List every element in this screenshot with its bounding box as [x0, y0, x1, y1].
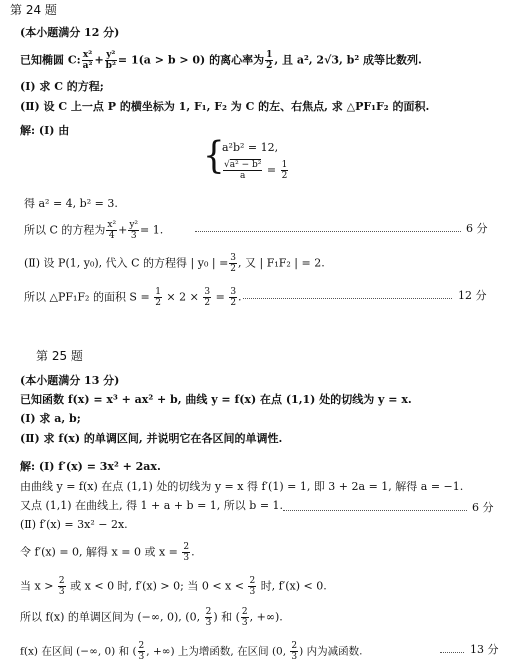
dot-leader — [440, 652, 464, 653]
q24-equation-line: 所以 C 的方程为 $\frac{\text{x²}}{4}$ + $\frac{\text{y²}}{3}$ = 1. — [24, 220, 164, 241]
q25-s6: 当 x > $\frac{2}{3}$ 或 x < 0 时, f′(x) > 0; 当 0 < x < $\frac{2}{3}$ 时, f′(x) < 0. — [20, 576, 327, 597]
q25-s8: f(x) 在区间 (−∞, 0) 和 ( $\frac{2}{3}$ , +∞) 上为增函数, 在区间 (0, $\frac{2}{3}$ ) 内为减函数. — [20, 641, 363, 662]
q24-part1: (Ⅰ) 求 C 的方程; — [20, 80, 104, 93]
dot-leader — [195, 231, 461, 232]
q25-s2: 由曲线 y = f(x) 在点 (1,1) 处的切线为 y = x 得 f′(1) = 1, 即 3 + 2a = 1, 解得 a = −1. — [20, 480, 464, 493]
dot-leader — [243, 298, 452, 299]
q25-part1: (Ⅰ) 求 a, b; — [20, 412, 81, 425]
q24-title: 第 24 题 — [10, 3, 57, 17]
q24-score: (本小题满分 12 分) — [20, 26, 120, 39]
score-6-q25: 6 分 — [472, 501, 494, 514]
q25-title: 第 25 题 — [36, 349, 83, 363]
q25-s5: 令 f′(x) = 0, 解得 x = 0 或 x = $\frac{2}{3}$ . — [20, 542, 195, 563]
frac-y2-b2: $\frac{\text{y²}}{\text{b²}}$ — [105, 50, 116, 71]
system-brace: { — [203, 134, 225, 178]
q24-stem: 已知椭圆 C: $\frac{\text{x²}}{\text{a²}}$ + $\frac{\text{y²}}{\text{b²}}$ = 1(a > b > 0) 的离心率为 $\frac{1}{2}$ , 且 a², 2√3, b² 成等比数列. — [20, 50, 422, 71]
q24-part2-sol: (Ⅱ) 设 P(1, y₀), 代入 C 的方程得 | y₀ | = $\frac{3}{2}$ , 又 | F₁F₂ | = 2. — [24, 253, 325, 274]
dot-leader — [283, 510, 467, 511]
q25-s7: 所以 f(x) 的单调区间为 (−∞, 0), (0, $\frac{2}{3}$ ) 和 ( $\frac{2}{3}$ , +∞). — [20, 607, 283, 628]
system-eq1: a²b² = 12, — [222, 141, 279, 154]
q24-solution-intro: 解: (Ⅰ) 由 — [20, 124, 70, 137]
frac-x2-a2: $\frac{\text{x²}}{\text{a²}}$ — [82, 50, 93, 71]
q24-area-line: 所以 △PF₁F₂ 的面积 S = $\frac{1}{2}$ × 2 × $\frac{3}{2}$ = $\frac{3}{2}$ . — [24, 287, 242, 308]
q24-result1: 得 a² = 4, b² = 3. — [24, 197, 118, 210]
q24-part2: (Ⅱ) 设 C 上一点 P 的横坐标为 1, F₁, F₂ 为 C 的左、右焦点, 求 △PF₁F₂ 的面积. — [20, 100, 430, 113]
q25-stem: 已知函数 f(x) = x³ + ax² + b, 曲线 y = f(x) 在点 (1,1) 处的切线为 y = x. — [20, 393, 412, 406]
score-6-q24: 6 分 — [466, 222, 488, 235]
score-12-q24: 12 分 — [458, 289, 487, 302]
score-13-q25: 13 分 — [470, 643, 499, 656]
q25-s3: 又点 (1,1) 在曲线上, 得 1 + a + b = 1, 所以 b = 1. — [20, 499, 284, 512]
q25-part2: (Ⅱ) 求 f(x) 的单调区间, 并说明它在各区间的单调性. — [20, 432, 283, 445]
frac-one-half: $\frac{1}{2}$ — [266, 50, 273, 71]
system-eq2: $\frac{\text{√a² − b²}}{a}$ = $\frac{1}{2}$ — [224, 160, 288, 181]
q25-score: (本小题满分 13 分) — [20, 374, 120, 387]
q25-s4: (Ⅱ) f′(x) = 3x² − 2x. — [20, 518, 128, 531]
q25-s1: 解: (Ⅰ) f′(x) = 3x² + 2ax. — [20, 460, 161, 473]
